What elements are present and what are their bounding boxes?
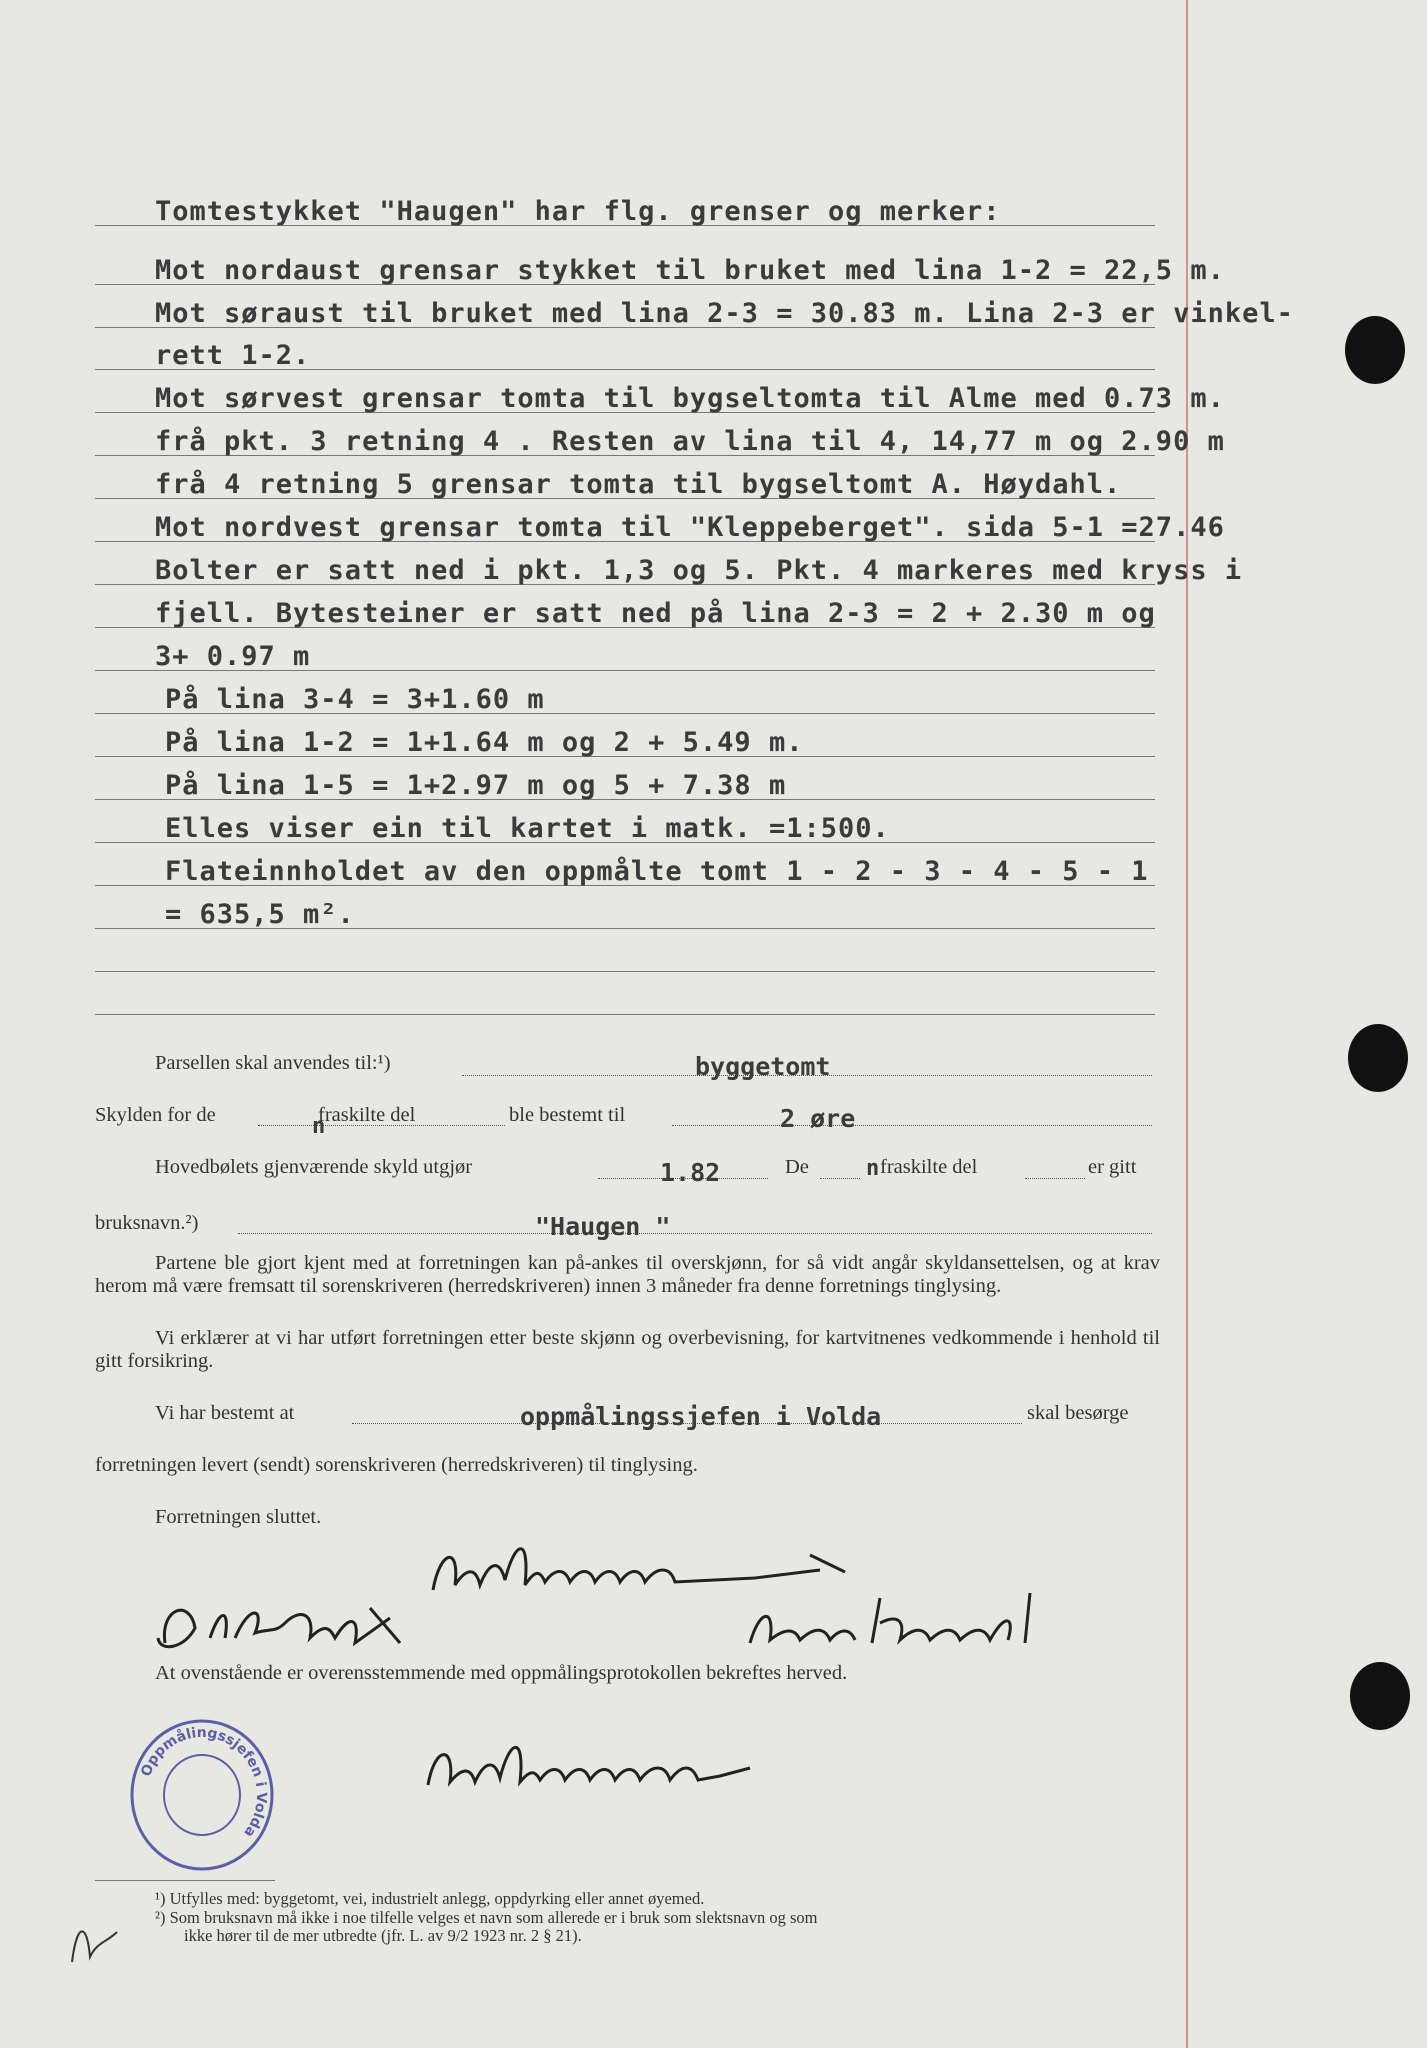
footnote-1: ¹) Utfylles med: byggetomt, vei, industrielt anlegg, oppdyrking eller annet øyemed. — [155, 1889, 705, 1908]
tax-label-bestemt: ble bestemt til — [509, 1104, 626, 1126]
name-label-fraskilte: fraskilte del — [880, 1156, 978, 1178]
tax-label: Skylden for de — [95, 1104, 216, 1126]
punch-hole-middle — [1348, 1024, 1408, 1092]
description-line: På lina 1-2 = 1+1.64 m og 2 + 5.49 m. — [165, 727, 804, 758]
use-label: Parsellen skal anvendes til:¹) — [155, 1052, 391, 1074]
name-label-gitt: er gitt — [1088, 1156, 1137, 1178]
description-line: Flateinnholdet av den oppmålte tomt 1 - 2 - 3 - 4 - 5 - 1 — [165, 856, 1149, 887]
description-line: På lina 1-5 = 1+2.97 m og 5 + 7.38 m — [165, 770, 787, 801]
appeal-text: Partene ble gjort kjent med at forretningen kan på-ankes til overskjønn, for så vidt angår skyldansettelsen, og at krav herom må være fremsatt til sorenskriveren (herredskriveren) innen 3 måneder fra denne forretnings tinglysing. — [95, 1252, 1160, 1297]
name-n: n — [866, 1156, 880, 1181]
description-line: Elles viser ein til kartet i matk. =1:500. — [165, 813, 890, 844]
description-line: Mot nordaust grensar stykket til bruket med lina 1-2 = 22,5 m. — [155, 255, 1225, 286]
description-line: 3+ 0.97 m — [155, 641, 311, 672]
delivery-label-besorge: skal besørge — [1027, 1402, 1129, 1424]
description-line: Bolter er satt ned i pkt. 1,3 og 5. Pkt. 4 markeres med kryss i — [155, 555, 1243, 586]
description-line: Mot søraust til bruket med lina 2-3 = 30.83 m. Lina 2-3 er vinkel- — [155, 298, 1294, 329]
description-line: frå 4 retning 5 grensar tomta til bygseltomt A. Høydahl. — [155, 469, 1122, 500]
remaining-value: 1.82 — [660, 1158, 721, 1187]
punch-hole-bottom — [1350, 1662, 1410, 1730]
remaining-label: Hovedbølets gjenværende skyld utgjør — [155, 1156, 473, 1178]
stamp-text: Oppmålingssjefen i Volda — [138, 1724, 270, 1841]
delivery-label: Vi har bestemt at — [155, 1402, 295, 1424]
delivery-value: oppmålingssjefen i Volda — [520, 1402, 882, 1431]
official-stamp — [125, 1715, 280, 1875]
signature-2 — [150, 1588, 450, 1668]
description-line: fjell. Bytesteiner er satt ned på lina 2-3 = 2 + 2.30 m og — [155, 598, 1156, 629]
heading: Tomtestykket "Haugen" har flg. grenser og merker: — [155, 196, 1001, 227]
tax-value: 2 øre — [780, 1104, 856, 1133]
delivery-text: forretningen levert (sendt) sorenskriveren (herredskriveren) til tinglysing. — [95, 1454, 698, 1476]
tax-label-fraskilte: fraskilte del — [318, 1104, 416, 1126]
footnote-2: ²) Som bruksnavn må ikke i noe tilfelle velges et navn som allerede er i bruk som slektsnavn og som — [155, 1908, 818, 1927]
bruksnavn-label: bruksnavn.²) — [95, 1212, 199, 1234]
declaration-text: Vi erklærer at vi har utført forretningen etter beste skjønn og overbevisning, for kartvitnenes vedkommende i henhold til gitt forsikring. — [95, 1327, 1160, 1372]
signature-4 — [420, 1730, 880, 1800]
name-label: De — [785, 1156, 809, 1178]
description-line: Mot nordvest grensar tomta til "Kleppeberget". sida 5-1 =27.46 — [155, 512, 1225, 543]
certification-text: At ovenstående er overensstemmende med oppmålingsprotokollen bekreftes herved. — [155, 1662, 848, 1684]
description-line: På lina 3-4 = 3+1.60 m — [165, 684, 545, 715]
signature-3 — [740, 1588, 1080, 1658]
use-value: byggetomt — [695, 1052, 831, 1081]
margin-initials — [62, 1912, 132, 1972]
description-line: = 635,5 m². — [165, 899, 355, 930]
bruksnavn-value: "Haugen " — [535, 1212, 671, 1241]
punch-hole-top — [1345, 316, 1405, 384]
footnote-2-cont: ikke hører til de mer utbredte (jfr. L. av 9/2 1923 nr. 2 § 21). — [184, 1926, 582, 1945]
concluded-text: Forretningen sluttet. — [155, 1506, 322, 1528]
description-line: Mot sørvest grensar tomta til bygseltomta til Alme med 0.73 m. — [155, 383, 1225, 414]
description-line: rett 1-2. — [155, 340, 311, 371]
description-line: frå pkt. 3 retning 4 . Resten av lina til 4, 14,77 m og 2.90 m — [155, 426, 1225, 457]
tax-n: n — [312, 1114, 326, 1139]
